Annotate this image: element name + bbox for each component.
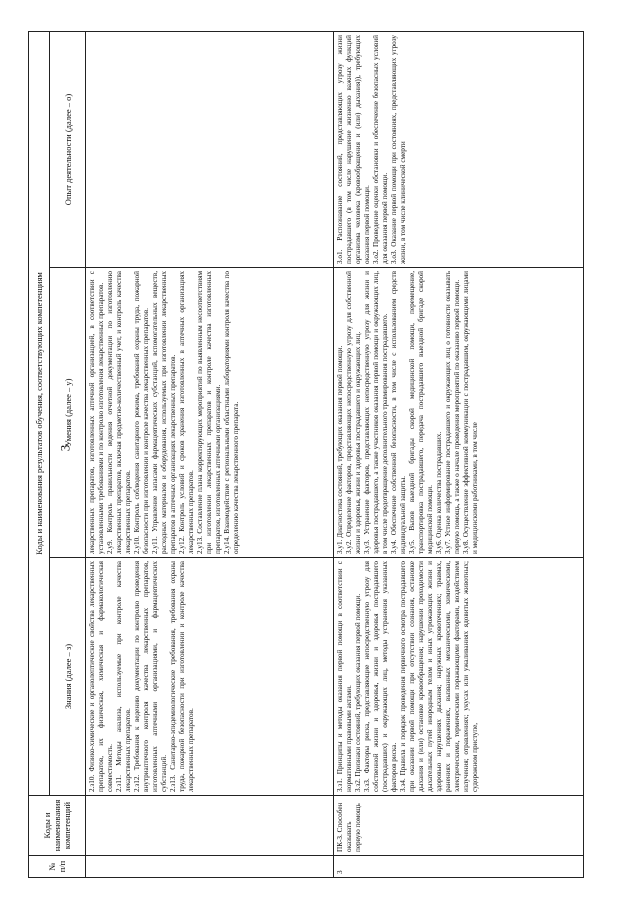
skill-item: лекарственных препаратов, изготовленных аптечной организацией, в соответствии с установленными требованиями и по контролю изготовления лекарственных препаратов.	[88, 271, 105, 554]
skill-item: 3.у1. Диагностика состояний, требующих оказания первой помощи.	[336, 345, 344, 554]
knowledge-item: 2.з13. Санитарно-эпидемиологические требования, требования охраны труда, пожарной безопасности при изготовлении и контроле качества лекарственных препаратов.	[169, 561, 195, 792]
skill-item: 2.у13. Составление плана корректирующих мероприятий по выявленным несоответствиям при изготовлении лекарственных препаратов и контроле качества изготовленных препаратов, изготовленных аптечными организациями.	[196, 271, 222, 554]
experience-item: 3.о2. Проведение оценки обстановки и обеспечение безопасных условий для оказания первой помощи.	[372, 34, 389, 264]
skill-item: 2.у14. Взаимодействие с региональными областными лабораториями контроля качества по определению качества лекарственного препарата.	[223, 271, 240, 554]
header-experience: Опыт деятельности (далее – о)	[50, 31, 86, 267]
table-row	[334, 31, 584, 877]
skill-item: 3.у8. Осуществление эффективной коммуникации с пострадавшим, окружающими лицами и медицинскими работниками, в том числе	[462, 271, 479, 554]
row2-experience	[334, 31, 584, 267]
knowledge-item: 3.з3. Факторы риска, представляющие непосредственную угрозу для собственной жизни и здоровья, жизни и здоровья пострадавшего (пострадавших) и окружающих лиц, методы устранения указанных факторов риска.	[363, 561, 398, 792]
row1-experience	[86, 31, 334, 267]
skill-item: 3.у2. Определение факторов, представляющих непосредственную угрозу для собственной жизни и здоровья, жизни и здоровья пострадавшего и окружающих лиц.	[345, 271, 362, 554]
header-group: Коды и наименования результатов обучения, соответствующих компетенциям	[29, 31, 50, 795]
skill-item: 3.у5. Вызов выездной бригады скорой медицинской помощи, перемещение, транспортировка пострадавшего, передача пострадавшего выездной бригаде скорой медицинской помощи.	[408, 271, 434, 554]
row2-code: ПК-3. Способен оказывать первую помощь	[334, 796, 584, 856]
rotated-page-content	[28, 32, 598, 878]
skill-item: 2.у11. Управление запасами фармацевтических субстанций, вспомогательных веществ, расходных материалов и оборудования, используемых при изготовлении лекарственных препаратов в аптечных организациях лекарственных препаратов.	[151, 271, 177, 554]
skill-item: 3.у3. Устранение факторов, представляющих непосредственную угрозу для жизни и здоровья пострадавшего, а также участников оказания первой помощи и окружающих лиц, в том числе предотвращение дополнительного травмирования пострадавшего.	[363, 271, 389, 554]
skill-item: 3.у7. Устное информирование пострадавшего и окружающих лиц о готовности оказывать первую помощь, а также о начале проведения мероприятий по оказанию первой помощи.	[444, 271, 461, 554]
knowledge-item: 3.з4. Правила и порядок проведения первичного осмотра пострадавшего при оказании первой помощи при отсутствии сознания, остановке дыхания и (или) остановке кровообращения; нарушении проходимости дыхательных путей инородным телом и иных угрожающих жизни и здоровью нарушениях дыхания; наружных кровотечениях; травмах, ранениях и поражениях, вызванных механическими, химическими, электрическими, термическими поражающими факторами, воздействием излучения; отравлениях; укусах или ужаливаниях ядовитых животных; судорожном приступе,	[399, 561, 479, 792]
row2-skills	[334, 268, 584, 558]
row1-knowledge	[86, 558, 334, 796]
row2-num: 3	[334, 856, 584, 878]
skill-item: 2.у10. Контроль соблюдения санитарного режима, требований охраны труда, пожарной безопасности при изготовлении и контроле качества лекарственных препаратов.	[133, 271, 150, 554]
header-code: Коды и наименования компетенций	[29, 796, 86, 856]
experience-item: 3.о3. Оказание первой помощи при состояниях, представляющих угрозу жизни, в том числе клинической смерти	[390, 34, 407, 264]
row1-num	[86, 856, 334, 878]
row1-code	[86, 796, 334, 856]
skill-item: 2.у9. Контроль правильности ведения отчетной документации по изготовлению лекарственных препаратов, включая предметно-количественный учет, и контроль качества лекарственных препаратов.	[106, 271, 132, 554]
table-row	[86, 31, 334, 877]
competency-table	[28, 31, 584, 878]
experience-item: 3.о1. Распознавание состояний, представляющих угрозу жизни пострадавшего (в том числе нарушение жизненно важных функций организма человека (кровообращения и (или) дыхания)), требующих оказания первой помощи.	[336, 34, 371, 264]
knowledge-item: 2.з10. Физико-химические и органолептические свойства лекарственных препаратов, их физическая, химическая и фармакологическая совместимость.	[88, 561, 114, 792]
knowledge-item: 3.з1. Принципы и методы оказания первой помощи в соответствии с нормативными правовыми актами.	[336, 561, 353, 792]
row2-knowledge	[334, 558, 584, 796]
page-number: 3	[57, 444, 73, 452]
header-knowledge: Знания (далее – з)	[50, 558, 86, 796]
knowledge-item: 2.з12. Требования к ведению документации по контролю проведения внутриаптечного контроля качества лекарственных препаратов, изготовленных аптечными организациями, и фармацевтических субстанций.	[133, 561, 168, 792]
knowledge-item: 2.з11. Методы анализа, используемые при контроле качества лекарственных препаратов.	[115, 561, 132, 792]
skill-item: 2.у12. Контроль условий и сроков хранения изготовленных в аптечных организациях лекарственных препаратов.	[178, 271, 195, 554]
knowledge-item: 3.з2. Признаки состояний, требующих оказания первой помощи.	[354, 593, 362, 792]
header-num: № п/п	[29, 856, 86, 878]
skill-item: 3.у4. Обеспечение собственной безопасности, в том числе с использованием средств индивидуальной защиты.	[390, 271, 407, 554]
row1-skills	[86, 268, 334, 558]
skill-item: 3.у6. Оценка количества пострадавших.	[435, 431, 443, 554]
header-skills: Умения (далее – у)	[50, 268, 86, 558]
